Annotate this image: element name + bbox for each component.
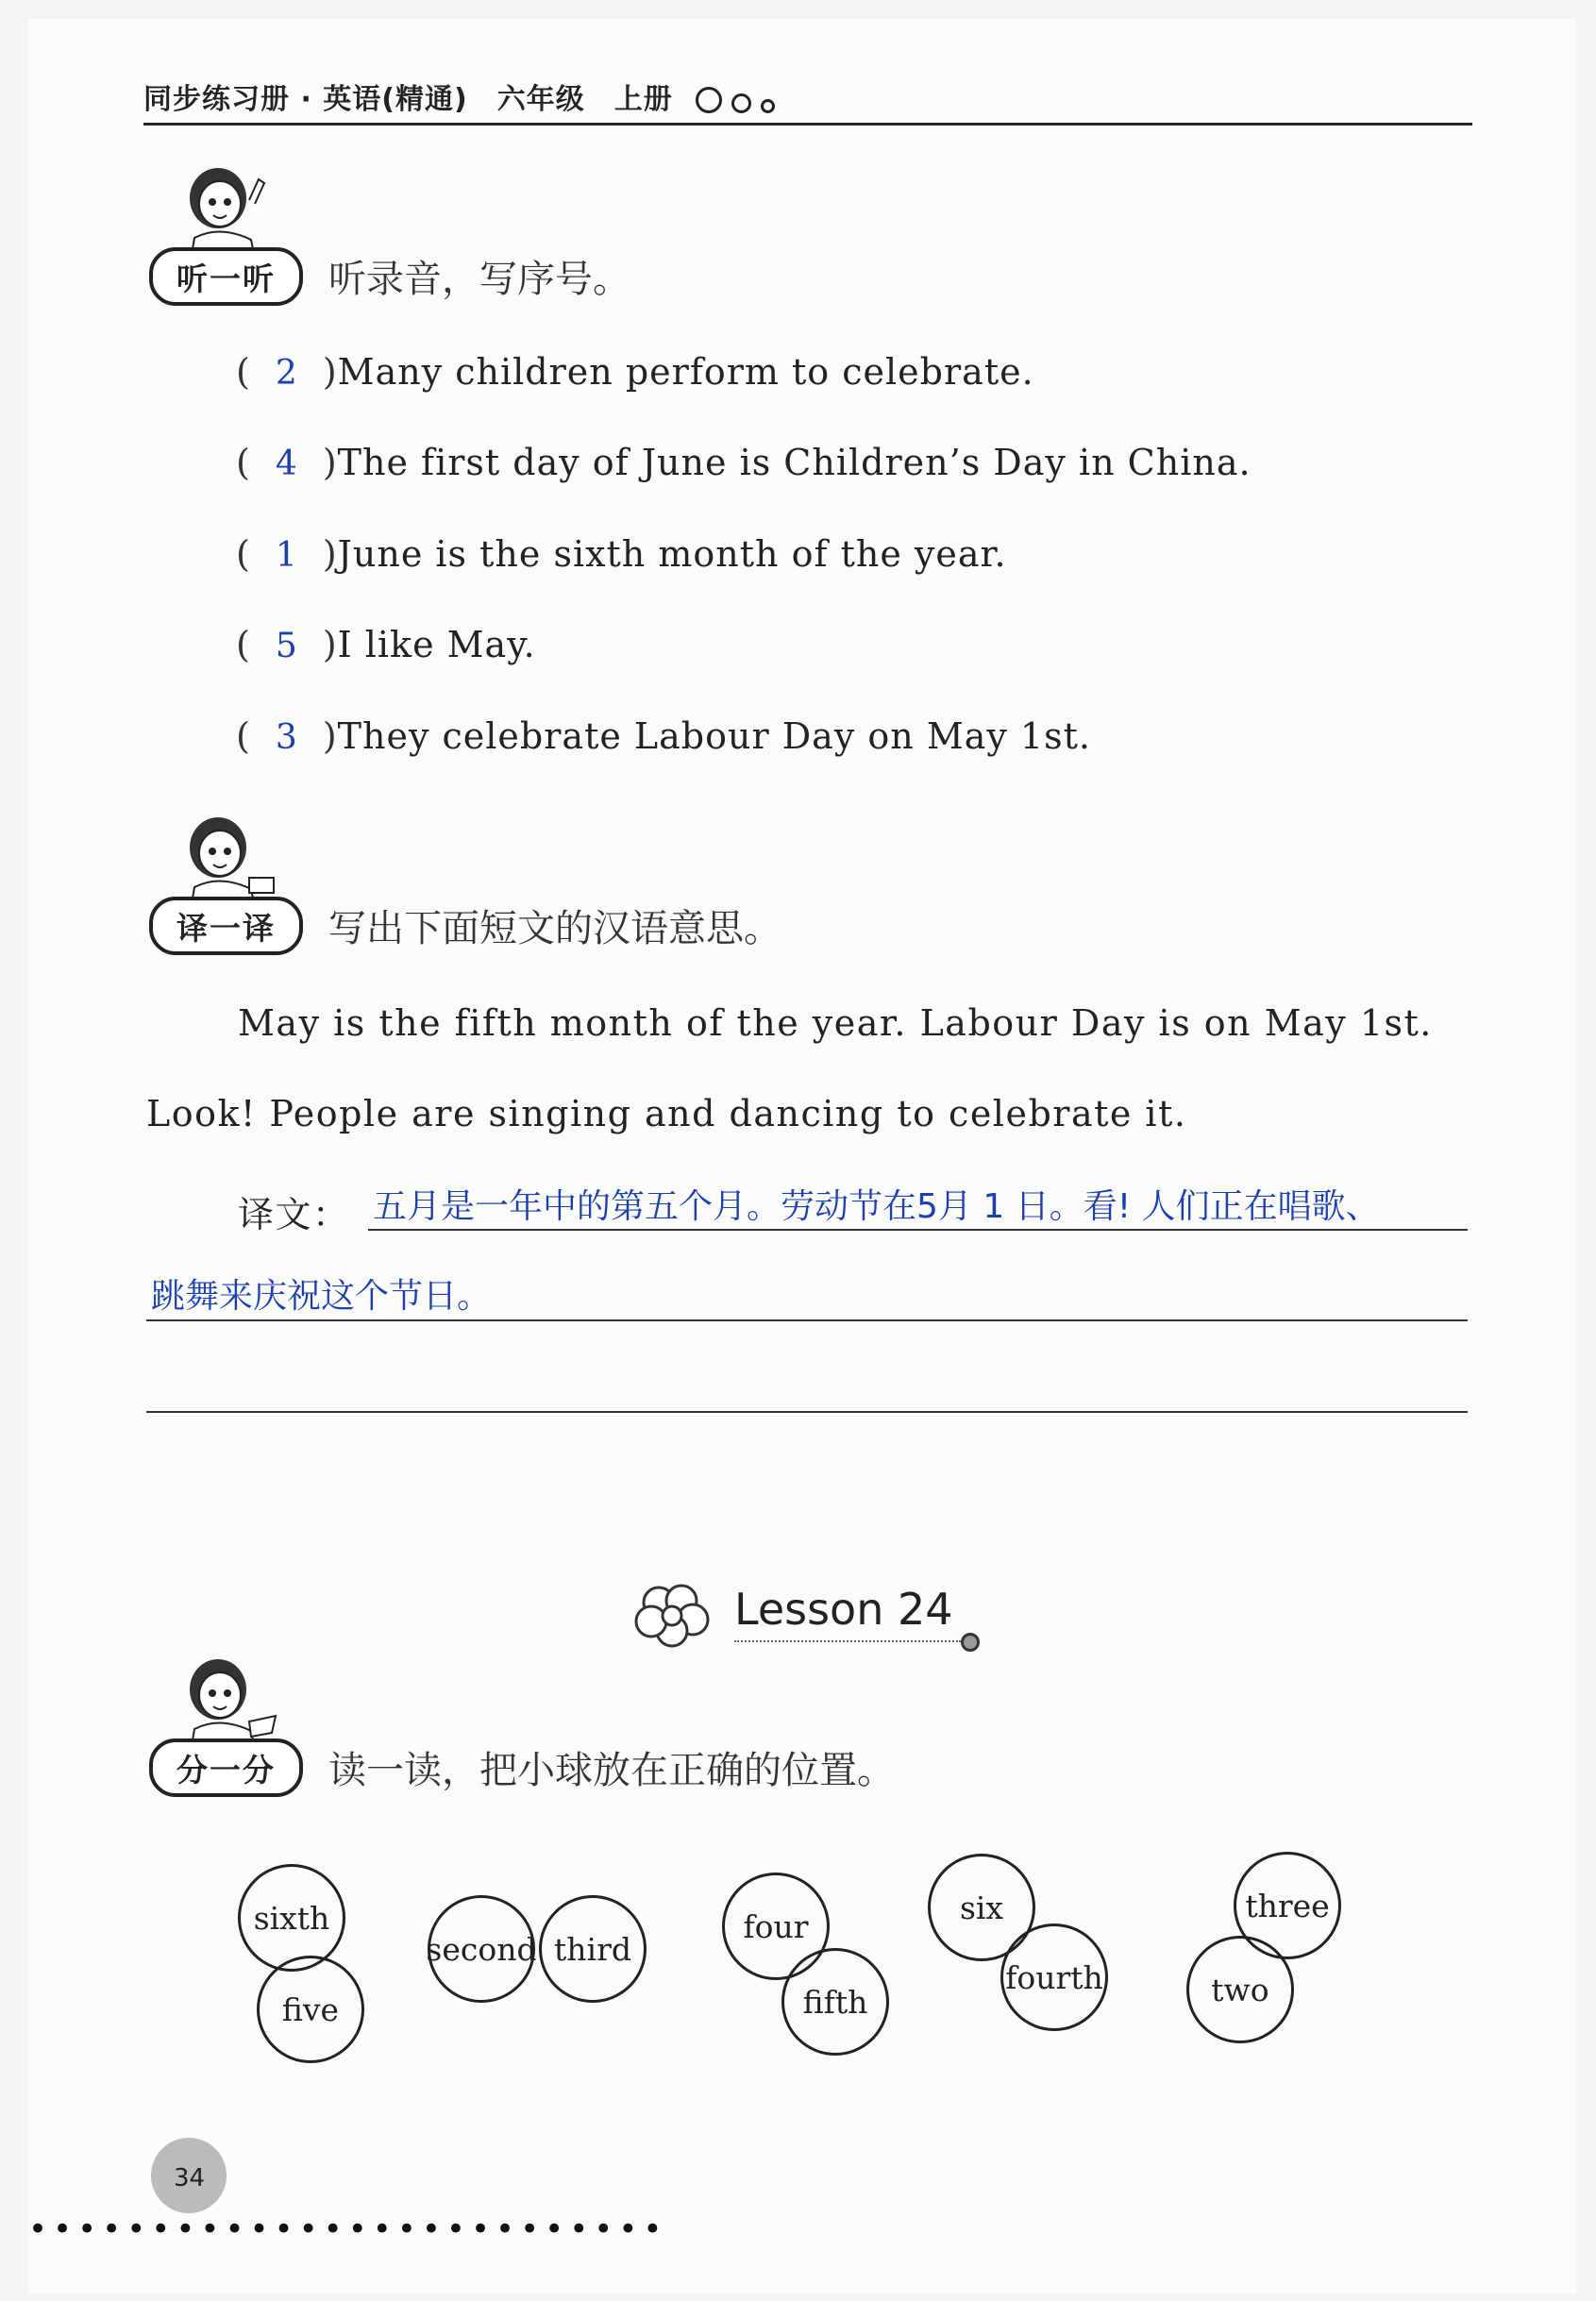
- ball-two[interactable]: two: [1186, 1936, 1294, 2043]
- passage-line-1: May is the fifth month of the year. Labour Day is on May 1st.: [238, 1002, 1433, 1044]
- translation-answer-line-1: 五月是一年中的第五个月。劳动节在5月 1 日。看! 人们正在唱歌、: [373, 1187, 1380, 1226]
- ball-four[interactable]: four: [722, 1873, 830, 1980]
- item-text: June is the sixth month of the year.: [337, 533, 1007, 575]
- item-text: Many children perform to celebrate.: [337, 351, 1034, 393]
- listen-item: ( 1 )June is the sixth month of the year.: [236, 533, 1007, 575]
- header-circles-decoration: [696, 87, 775, 113]
- ball-sixth[interactable]: sixth: [238, 1864, 345, 1972]
- item-text: The first day of June is Children’s Day in China.: [337, 442, 1252, 483]
- page-header: [143, 76, 1472, 126]
- page-number-badge: [151, 2138, 227, 2213]
- translate-instruction: 写出下面短文的汉语意思。: [328, 907, 781, 950]
- listen-item: ( 4 )The first day of June is Children’s Day in China.: [236, 442, 1252, 483]
- translate-section-heading: [149, 812, 1376, 953]
- girl-mascot-icon: [166, 162, 279, 249]
- header-title: 同步练习册 · 英语(精通) 六年级 上册: [143, 83, 673, 116]
- listen-item: ( 2 )Many children perform to celebrate.: [236, 351, 1034, 393]
- listen-instruction: 听录音，写序号。: [328, 258, 630, 301]
- lesson-heading: [630, 1567, 1008, 1652]
- translation-label: 译文：: [238, 1194, 350, 1235]
- sort-section-heading: [149, 1654, 1376, 1795]
- footer-dotted-line: ••••••••••••••••••••••••••: [28, 2210, 668, 2248]
- lesson-underline: [734, 1640, 961, 1642]
- lesson-dot: [961, 1633, 980, 1652]
- translation-answer-line-2: 跳舞来庆祝这个节日。: [151, 1277, 492, 1316]
- answer-line: [146, 1319, 1468, 1321]
- girl-mascot-icon: [166, 812, 279, 899]
- listen-badge: 听一听: [149, 247, 303, 306]
- listen-item: ( 3 )They celebrate Labour Day on May 1st.: [236, 715, 1091, 757]
- lesson-title: Lesson 24: [734, 1584, 953, 1635]
- ball-five[interactable]: five: [257, 1956, 364, 2063]
- ball-six[interactable]: six: [928, 1854, 1035, 1961]
- answer-number: 4: [275, 445, 298, 483]
- answer-line: [368, 1229, 1468, 1231]
- ball-three[interactable]: three: [1234, 1852, 1341, 1959]
- sort-badge: 分一分: [149, 1738, 303, 1797]
- ball-third[interactable]: third: [539, 1895, 647, 2003]
- sort-instruction: 读一读，把小球放在正确的位置。: [328, 1749, 895, 1792]
- flower-icon: [630, 1576, 715, 1652]
- translate-badge: 译一译: [149, 897, 303, 955]
- girl-mascot-icon: [166, 1654, 279, 1740]
- answer-number: 1: [275, 536, 298, 575]
- item-text: I like May.: [337, 624, 536, 665]
- answer-number: 2: [275, 354, 298, 393]
- passage-line-2: Look! People are singing and dancing to celebrate it.: [146, 1093, 1187, 1134]
- answer-number: 5: [275, 627, 298, 665]
- ball-fifth[interactable]: fifth: [781, 1948, 889, 2056]
- ball-fourth[interactable]: fourth: [1000, 1923, 1108, 2031]
- answer-number: 3: [275, 718, 298, 757]
- item-text: They celebrate Labour Day on May 1st.: [337, 715, 1091, 757]
- answer-line: [146, 1411, 1468, 1413]
- page-number: 34: [174, 2164, 206, 2192]
- listen-section-heading: [149, 162, 1376, 304]
- listen-item: ( 5 )I like May.: [236, 624, 536, 665]
- ball-second[interactable]: second: [428, 1895, 535, 2003]
